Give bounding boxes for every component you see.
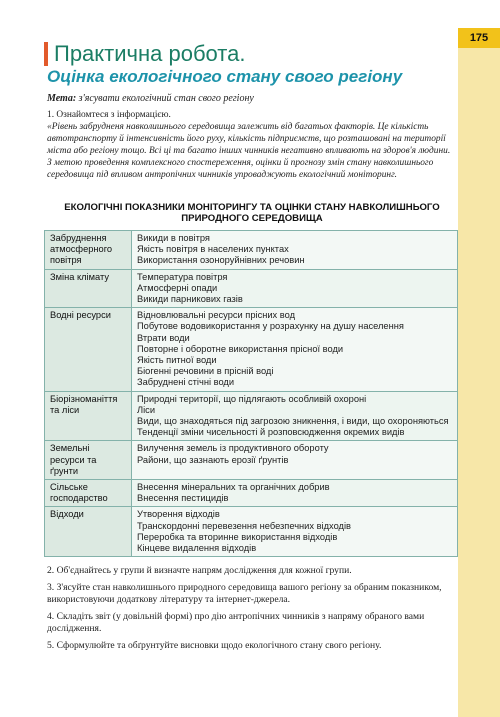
indicator-item: Атмосферні опади	[137, 282, 218, 293]
indicator-items	[132, 441, 458, 480]
indicator-category: Водні ресурси	[45, 308, 132, 391]
table-row	[45, 308, 458, 391]
page-title: Практична робота.	[44, 42, 245, 66]
indicator-item: Вилучення земель із продуктивного обороту	[137, 443, 329, 454]
indicator-item: Якість повітря в населених пунктах	[137, 244, 289, 255]
indicator-item: Забруднені стічні води	[137, 377, 235, 388]
indicator-item: Природні території, що підлягають особливій охороні	[137, 393, 367, 404]
indicator-item: Внесення мінеральних та органічних добрив	[137, 482, 330, 493]
indicators-table	[44, 230, 458, 557]
indicator-item: Втрати води	[137, 332, 190, 343]
indicator-items	[132, 480, 458, 507]
intro-step: 1. Ознайомтеся з інформацією.	[47, 110, 171, 120]
goal-label: Мета:	[47, 93, 77, 104]
indicator-item: Відновлювальні ресурси прісних вод	[137, 310, 296, 321]
indicator-category: Відходи	[45, 507, 132, 557]
indicator-item: Якість питної води	[137, 355, 217, 366]
indicator-item: Біогенні речовини в прісній воді	[137, 366, 274, 377]
table-title: ЕКОЛОГІЧНІ ПОКАЗНИКИ МОНІТОРИНГУ ТА ОЦІНКИ СТАНУ НАВКОЛИШНЬОГО ПРИРОДНОГО СЕРЕДОВИЩА	[64, 202, 440, 224]
task-item: 3. З'ясуйте стан навколишнього природного середовища вашого регіону за обраним показником, використовуючи додаткову літературу та інтернет-джерела.	[47, 582, 442, 605]
indicator-item: Утворення відходів	[137, 509, 220, 520]
task-item: 2. Об'єднайтесь у групи й визначте напрям дослідження для кожної групи.	[47, 565, 352, 576]
indicator-item: Побутове водовикористання у розрахунку на душу населення	[137, 321, 404, 332]
indicator-items	[132, 269, 458, 308]
indicator-category: Забруднення атмосферного повітря	[45, 231, 132, 270]
page-margin-stripe	[458, 48, 500, 717]
task-list	[47, 565, 457, 657]
table-row	[45, 441, 458, 480]
indicator-item: Температура повітря	[137, 271, 228, 282]
page-subtitle: Оцінка екологічного стану свого регіону	[47, 67, 403, 86]
goal-text: з'ясувати екологічний стан свого регіону	[78, 93, 254, 104]
table-row	[45, 507, 458, 557]
indicator-category: Зміна клімату	[45, 269, 132, 308]
indicator-item: Тенденції зміни чисельності й розповсюдження окремих видів	[137, 427, 405, 438]
indicator-item: Кінцеве видалення відходів	[137, 543, 257, 554]
indicator-item: Переробка та вторинне використання відходів	[137, 531, 338, 542]
indicator-item: Види, що знаходяться під загрозою зникнення, і види, що охороняються	[137, 416, 449, 427]
indicator-items	[132, 507, 458, 557]
indicator-category: Сільське господарство	[45, 480, 132, 507]
indicator-category: Земельні ресурси та ґрунти	[45, 441, 132, 480]
table-row	[45, 480, 458, 507]
indicator-item: Транскордонні перевезення небезпечних відходів	[137, 520, 351, 531]
indicator-category: Біорізноманіття та ліси	[45, 391, 132, 441]
indicator-item: Райони, що зазнають ерозії ґрунтів	[137, 454, 289, 465]
task-item: 5. Сформулюйте та обґрунтуйте висновки щодо екологічного стану свого регіону.	[47, 640, 382, 651]
intro-quote: «Рівень забрудненя навколишнього середовища залежить від багатьох факторів. Це кількість автотранспорту й інтенсивність його руху, кількість підприємств, що розташовані на території міста або регіону тощо. Всі ці та багато інших чинників негативно впливають на здоров'я людини. З метою проведення комплексного спостереження, оцінки й прогнозу змін стану навколишнього середовища під впливом антропічних чинників упроваджують екологічний моніторинг.	[47, 121, 451, 180]
indicator-item: Ліси	[137, 404, 156, 415]
indicator-item: Викиди в повітря	[137, 233, 210, 243]
indicator-items	[132, 308, 458, 391]
goal-line	[47, 93, 254, 104]
indicator-items	[132, 231, 458, 270]
table-row	[45, 269, 458, 308]
table-row	[45, 391, 458, 441]
indicator-item: Викиди парникових газів	[137, 294, 243, 305]
intro-section	[47, 110, 457, 181]
indicator-item: Використання озоноруйнівних речовин	[137, 255, 305, 266]
indicator-item: Внесення пестицидів	[137, 493, 229, 504]
indicator-items	[132, 391, 458, 441]
page-number: 175	[458, 28, 500, 48]
task-item: 4. Складіть звіт (у довільній формі) про дію антропічних чинників з напряму обраного вами дослідження.	[47, 611, 425, 634]
indicator-item: Повторне і оборотне використання прісної води	[137, 343, 344, 354]
table-row	[45, 231, 458, 270]
indicators-table-body	[45, 231, 458, 557]
